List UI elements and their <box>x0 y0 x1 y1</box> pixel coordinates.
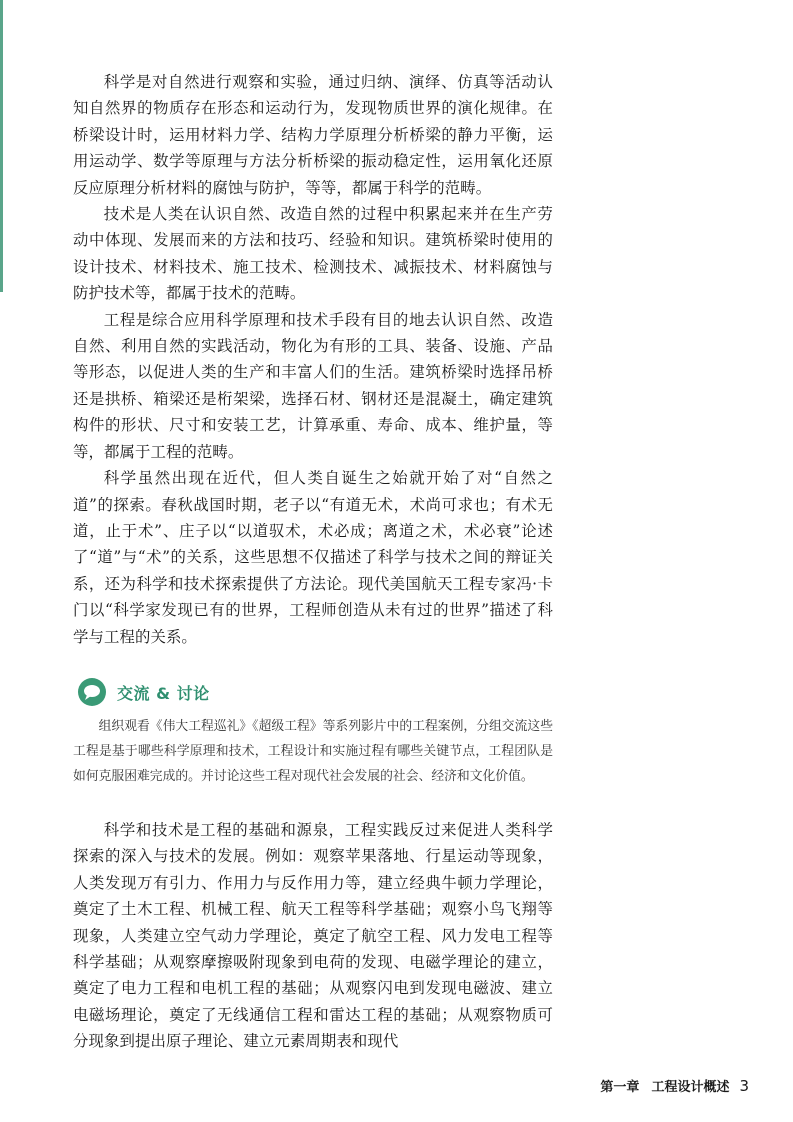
speech-bubble-icon <box>77 677 107 707</box>
paragraph-history: 科学虽然出现在近代，但人类自诞生之始就开始了对“自然之道”的探索。春秋战国时期，老子以“有道无术，术尚可求也；有术无道，止于术”、庄子以“以道驭术，术必成；离道之术，术必衰”论述了“道”与“术”的关系，这些思想不仅描述了科学与技术之间的辩证关系，还为科学和技术探索提供了方法论。现代美国航天工程专家冯·卡门以“科学家发现已有的世界，工程师创造从未有过的世界”描述了科学与工程的关系。 <box>73 469 553 646</box>
page-footer <box>600 1076 749 1095</box>
main-text-block <box>73 69 553 650</box>
discussion-body: 组织观看《伟大工程巡礼》《超级工程》等系列影片中的工程案例，分组交流这些工程是基于哪些科学原理和技术，工程设计和实施过程有哪些关键节点，工程团队是如何克服困难完成的。并讨论这些工程对现代社会发展的社会、经济和文化价值。 <box>73 719 553 784</box>
footer-chapter: 第一章 <box>600 1080 640 1095</box>
page-number: 3 <box>739 1077 749 1095</box>
side-accent-bar <box>0 0 3 292</box>
paragraph-science: 科学是对自然进行观察和实验，通过归纳、演绎、仿真等活动认知自然界的物质存在形态和运动行为，发现物质世界的演化规律。在桥梁设计时，运用材料力学、结构力学原理分析桥梁的静力平衡，运用运动学、数学等原理与方法分析桥梁的振动稳定性，运用氧化还原反应原理分析材料的腐蚀与防护，等等，都属于科学的范畴。 <box>73 73 553 197</box>
paragraph-engineering: 工程是综合应用科学原理和技术手段有目的地去认识自然、改造自然、利用自然的实践活动，物化为有形的工具、装备、设施、产品等形态，以促进人类的生产和丰富人们的生活。建筑桥梁时选择吊桥还是拱桥、箱梁还是桁架梁，选择石材、钢材还是混凝土，确定建筑构件的形状、尺寸和安装工艺，计算承重、寿命、成本、维护量，等等，都属于工程的范畴。 <box>73 310 553 461</box>
footer-title: 工程设计概述 <box>651 1080 730 1095</box>
lower-text-block <box>73 817 553 1055</box>
discussion-title: 交流 & 讨论 <box>117 683 210 703</box>
discussion-header <box>77 676 210 708</box>
paragraph-technology: 技术是人类在认识自然、改造自然的过程中积累起来并在生产劳动中体现、发展而来的方法和技巧、经验和知识。建筑桥梁时使用的设计技术、材料技术、施工技术、检测技术、减振技术、材料腐蚀与防护技术等，都属于技术的范畴。 <box>73 205 553 303</box>
paragraph-foundation: 科学和技术是工程的基础和源泉，工程实践反过来促进人类科学探索的深入与技术的发展。例如：观察苹果落地、行星运动等现象，人类发现万有引力、作用力与反作用力等，建立经典牛顿力学理论，奠定了土木工程、机械工程、航天工程等科学基础；观察小鸟飞翔等现象，人类建立空气动力学理论，奠定了航空工程、风力发电工程等科学基础；从观察摩擦吸附现象到电荷的发现、电磁学理论的建立，奠定了电力工程和电机工程的基础；从观察闪电到发现电磁波、建立电磁场理论，奠定了无线通信工程和雷达工程的基础；从观察物质可分现象到提出原子理论、建立元素周期表和现代 <box>73 821 553 1051</box>
